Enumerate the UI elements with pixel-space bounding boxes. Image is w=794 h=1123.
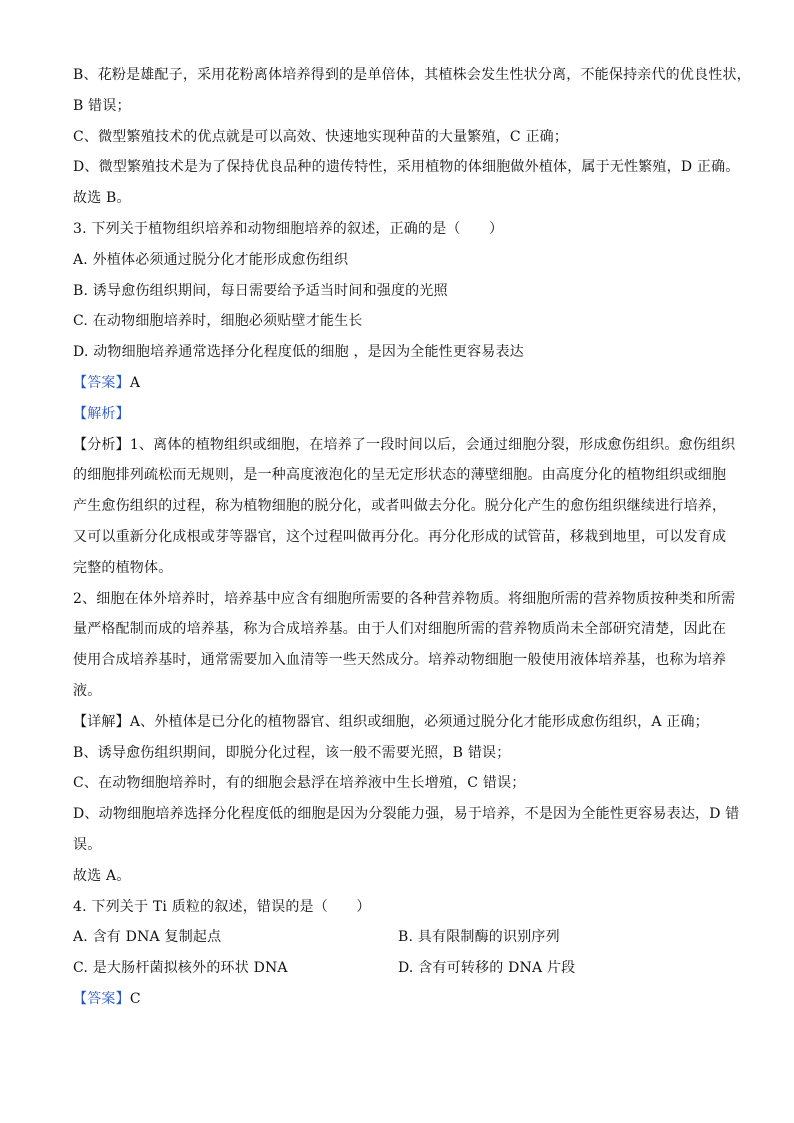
q4-option-a: A. 含有 DNA 复制起点 [73, 929, 222, 946]
q3-xiangjie-d-line2: 误。 [73, 836, 102, 853]
q3-para2-line1: 2、细胞在体外培养时，培养基中应含有细胞所需要的各种营养物质。将细胞所需的营养物质按种类和所需 [73, 590, 736, 607]
document-page [73, 60, 751, 1015]
q2-option-b-explanation-line2: B 错误； [73, 97, 131, 114]
q3-para2-line4: 液。 [73, 682, 102, 699]
q4-option-c: C. 是大肠杆菌拟核外的环状 DNA [73, 960, 288, 977]
q3-option-d: D. 动物细胞培养通常选择分化程度低的细胞 ，是因为全能性更容易表达 [73, 344, 524, 361]
fenxi-text: 1、离体的植物组织或细胞，在培养了一段时间以后，会通过细胞分裂，形成愈伤组织。愈伤组织 [129, 436, 736, 453]
q2-final-choice: 故选 B。 [73, 190, 131, 207]
q3-option-b: B. 诱导愈伤组织期间，每日需要给予适当时间和强度的光照 [73, 282, 448, 299]
q3-answer [73, 368, 723, 399]
q4-options-row2 [73, 953, 723, 984]
q3-final-choice: 故选 A。 [73, 867, 131, 884]
q3-stem: 3. 下列关于植物组织培养和动物细胞培养的叙述，正确的是（ ） [73, 220, 504, 237]
q3-para2-line3: 使用合成培养基时，通常需要加入血清等一些天然成分。培养动物细胞一般使用液体培养基，也称为培养 [73, 652, 727, 669]
q3-option-a: A. 外植体必须通过脱分化才能形成愈伤组织 [73, 251, 349, 268]
q3-fenxi-line1 [73, 430, 736, 461]
answer-value: C [129, 990, 141, 1007]
answer-label: 【答案】 [73, 374, 130, 391]
q4-stem: 4. 下列关于 Ti 质粒的叙述，错误的是（ ） [73, 898, 371, 915]
q2-option-d-explanation: D、微型繁殖技术是为了保持优良品种的遗传特性，采用植物的体细胞做外植体，属于无性繁殖，D 正确。 [73, 159, 740, 176]
q3-para2-line2: 量严格配制而成的培养基，称为合成培养基。由于人们对细胞所需的营养物质尚未全部研究清楚，因此在 [73, 621, 727, 638]
q3-fenxi-line4: 又可以重新分化成根或芽等器官，这个过程叫做再分化。再分化形成的试管苗，移栽到地里，可以发育成 [73, 528, 727, 545]
q3-xiangjie-c: C、在动物细胞培养时，有的细胞会悬浮在培养液中生长增殖，C 错误； [73, 775, 526, 792]
q2-option-c-explanation: C、微型繁殖技术的优点就是可以高效、快速地实现种苗的大量繁殖，C 正确； [73, 128, 569, 145]
q4-option-b: B. 具有限制酶的识别序列 [398, 929, 560, 946]
q3-fenxi-line3: 产生愈伤组织的过程，称为植物细胞的脱分化，或者叫做去分化。脱分化产生的愈伤组织继续进行培养， [73, 498, 727, 515]
fenxi-label: 【分析】 [73, 436, 130, 453]
q3-option-c: C. 在动物细胞培养时，细胞必须贴壁才能生长 [73, 313, 363, 330]
xiangjie-a-text: A、外植体是已分化的植物器官、组织或细胞，必须通过脱分化才能形成愈伤组织，A 正确； [129, 713, 709, 730]
q3-xiangjie-d-line1: D、动物细胞培养选择分化程度低的细胞是因为分裂能力强，易于培养，不是因为全能性更容易表达，D 错 [73, 806, 740, 823]
q4-option-d: D. 含有可转移的 DNA 片段 [398, 960, 576, 977]
q2-option-b-explanation-line1: B、花粉是雄配子，采用花粉离体培养得到的是单倍体，其植株会发生性状分离，不能保持亲代的优良性状， [73, 67, 751, 83]
q3-xiangjie-b: B、诱导愈伤组织期间，即脱分化过程，该一般不需要光照，B 错误； [73, 744, 511, 761]
q3-xiangjie-a [73, 707, 723, 738]
q3-fenxi-line2: 的细胞排列疏松而无规则，是一种高度液泡化的呈无定形状态的薄壁细胞。由高度分化的植物组织或细胞 [73, 467, 727, 484]
q3-fenxi-line5: 完整的植物体。 [73, 559, 173, 576]
q4-answer [73, 984, 723, 1015]
answer-value: A [129, 374, 141, 391]
xiangjie-label: 【详解】 [73, 713, 130, 730]
q4-options-row1 [73, 922, 723, 953]
q3-analysis-label: 【解析】 [73, 405, 130, 422]
answer-label: 【答案】 [73, 990, 130, 1007]
